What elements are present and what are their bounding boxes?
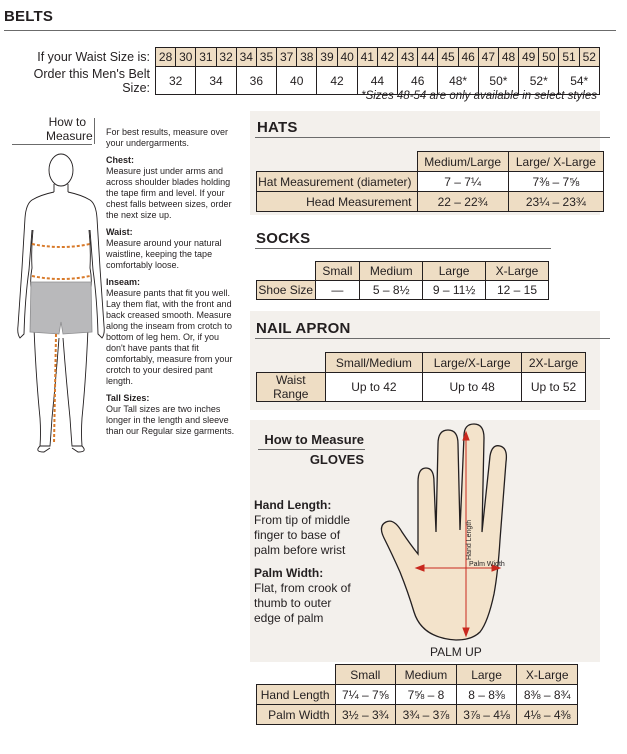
measure-heading-line1: How to [48, 115, 86, 129]
waist-size-cell: 30 [176, 48, 196, 67]
socks-row-label: Shoe Size [257, 281, 316, 300]
socks-header: X-Large [485, 262, 548, 281]
body-figure [10, 148, 110, 458]
waist-tape [32, 276, 90, 279]
hand-outline [381, 424, 506, 640]
socks-cell: 5 – 8½ [360, 281, 423, 300]
gloves-instructions [254, 498, 360, 626]
apron-title: NAIL APRON [256, 320, 351, 337]
waist-size-cell: 49 [519, 48, 539, 67]
hats-row-label: Head Measurement [257, 192, 418, 212]
waist-size-cell: 40 [337, 48, 357, 67]
belt-size-cell: 40 [277, 67, 317, 95]
measure-heading-rule [12, 144, 92, 145]
apron-cell: Up to 42 [325, 373, 423, 402]
waist-size-label: If your Waist Size is: [8, 48, 156, 67]
hand-length-title: Hand Length: [254, 498, 332, 512]
socks-cell: 12 – 15 [485, 281, 548, 300]
hats-title: HATS [257, 119, 298, 136]
gloves-header: Medium [396, 665, 457, 685]
waist-size-cell: 51 [559, 48, 579, 67]
tall-text: Our Tall sizes are two inches longer in the length and sleeve than our Regular size garments. [106, 404, 235, 436]
belt-size-cell: 52* [519, 67, 559, 95]
inseam-tape [54, 334, 56, 444]
waist-size-cell: 39 [317, 48, 337, 67]
waist-size-cell: 34 [236, 48, 256, 67]
gloves-header: Small [335, 665, 396, 685]
socks-header: Large [423, 262, 486, 281]
belt-size-cell: 48* [438, 67, 478, 95]
measure-instructions [106, 127, 240, 437]
gloves-cell: 4⅛ – 4⅜ [517, 705, 578, 725]
chest-text: Measure just under arms and across shoulder blades holding the tape firm and level. If your chest falls between sizes, order the next size up. [106, 166, 232, 220]
gloves-heading-rule [258, 449, 365, 450]
gloves-heading-line2: GLOVES [309, 452, 364, 467]
belts-divider [4, 30, 616, 31]
apron-header: 2X-Large [522, 353, 586, 373]
belts-title: BELTS [4, 8, 54, 25]
inseam-text: Measure pants that fit you well. Lay them flat, with the front and back creased smooth. Measure along the inseam from crotch to bottom of leg hem. Or, if you don't have pants that fit comfortably, measure from your crotch to your desired pant length. [106, 288, 233, 386]
gloves-row-label: Palm Width [257, 705, 336, 725]
hats-row-label: Hat Measurement (diameter) [257, 172, 418, 192]
gloves-cell: 3⅞ – 4⅛ [456, 705, 517, 725]
socks-title: SOCKS [256, 230, 311, 247]
belt-size-label: Order this Men's Belt Size: [8, 67, 156, 95]
socks-header: Small [315, 262, 360, 281]
waist-size-cell: 38 [297, 48, 317, 67]
gloves-cell: 3½ – 3¾ [335, 705, 396, 725]
apron-table [256, 352, 586, 402]
hats-header: Large/ X-Large [508, 152, 603, 172]
hats-divider [255, 137, 610, 138]
measure-intro: For best results, measure over your undergarments. [106, 127, 229, 148]
gloves-header: Large [456, 665, 517, 685]
waist-size-row [8, 48, 600, 67]
gloves-cell: 7¼ – 7⅝ [335, 685, 396, 705]
tall-title: Tall Sizes: [106, 393, 150, 403]
apron-header: Large/X-Large [423, 353, 522, 373]
gloves-corner [257, 665, 336, 685]
waist-size-cell: 50 [539, 48, 559, 67]
waist-title: Waist: [106, 227, 133, 237]
hand-diagram [378, 422, 548, 644]
chest-title: Chest: [106, 155, 135, 165]
gloves-heading-line1: How to Measure [264, 432, 364, 447]
waist-size-cell: 37 [277, 48, 297, 67]
measure-heading-line2: Measure [46, 129, 93, 143]
socks-corner [257, 262, 316, 281]
gloves-cell: 7⅝ – 8 [396, 685, 457, 705]
belt-size-cell: 42 [317, 67, 357, 95]
belt-size-cell: 50* [478, 67, 518, 95]
hats-cell: 22 – 22¾ [417, 192, 508, 212]
belt-size-cell: 46 [398, 67, 438, 95]
palm-width-title: Palm Width: [254, 566, 324, 580]
gloves-cell: 3¾ – 3⅞ [396, 705, 457, 725]
apron-divider [255, 338, 610, 339]
belt-size-note: *Sizes 48-54 are only available in select styles [361, 90, 597, 102]
palm-up-label: PALM UP [430, 645, 482, 659]
apron-cell: Up to 48 [423, 373, 522, 402]
socks-divider [255, 248, 551, 249]
hats-header: Medium/Large [417, 152, 508, 172]
measure-heading-vrule [94, 118, 95, 144]
gloves-table [256, 664, 578, 725]
apron-header: Small/Medium [325, 353, 423, 373]
apron-corner [257, 353, 326, 373]
socks-cell: 9 – 11½ [423, 281, 486, 300]
waist-size-cell: 44 [418, 48, 438, 67]
belt-size-cell: 54* [559, 67, 600, 95]
waist-size-cell: 48 [498, 48, 518, 67]
hats-cell: 23¼ – 23¾ [508, 192, 603, 212]
gloves-cell: 8 – 8⅜ [456, 685, 517, 705]
hats-cell: 7⅜ – 7⅝ [508, 172, 603, 192]
hats-cell: 7 – 7¼ [417, 172, 508, 192]
waist-size-cell: 43 [398, 48, 418, 67]
waist-size-cell: 46 [458, 48, 478, 67]
diagram-hand-length-label: Hand Length [466, 519, 473, 560]
waist-size-cell: 47 [478, 48, 498, 67]
gloves-cell: 8⅜ – 8¾ [517, 685, 578, 705]
socks-cell: — [315, 281, 360, 300]
belt-size-cell: 44 [357, 67, 397, 95]
shorts-shape [30, 282, 92, 334]
diagram-palm-width-label: Palm Width [469, 561, 505, 568]
waist-size-cell: 45 [438, 48, 458, 67]
measure-heading [46, 115, 93, 143]
socks-table [256, 261, 549, 300]
gloves-row-label: Hand Length [257, 685, 336, 705]
waist-size-cell: 42 [377, 48, 397, 67]
hand-length-text: From tip of middle finger to base of palm before wrist [254, 513, 351, 557]
socks-header: Medium [360, 262, 423, 281]
waist-text: Measure around your natural waistline, keeping the tape comfortably loose. [106, 238, 222, 270]
belt-size-cell: 32 [156, 67, 196, 95]
apron-row-label: Waist Range [257, 373, 326, 402]
belt-size-cell: 34 [196, 67, 236, 95]
palm-width-text: Flat, from crook of thumb to outer edge of palm [254, 581, 351, 625]
waist-size-cell: 41 [357, 48, 377, 67]
hats-table [256, 151, 604, 212]
belt-size-cell: 36 [236, 67, 276, 95]
waist-size-cell: 32 [216, 48, 236, 67]
waist-size-cell: 28 [156, 48, 176, 67]
inseam-title: Inseam: [106, 277, 141, 287]
waist-size-cell: 31 [196, 48, 216, 67]
apron-cell: Up to 52 [522, 373, 586, 402]
waist-size-cell: 52 [579, 48, 599, 67]
belt-size-table [8, 47, 600, 95]
hats-corner [257, 152, 418, 172]
waist-size-cell: 35 [256, 48, 276, 67]
gloves-header: X-Large [517, 665, 578, 685]
chest-tape [32, 244, 90, 247]
